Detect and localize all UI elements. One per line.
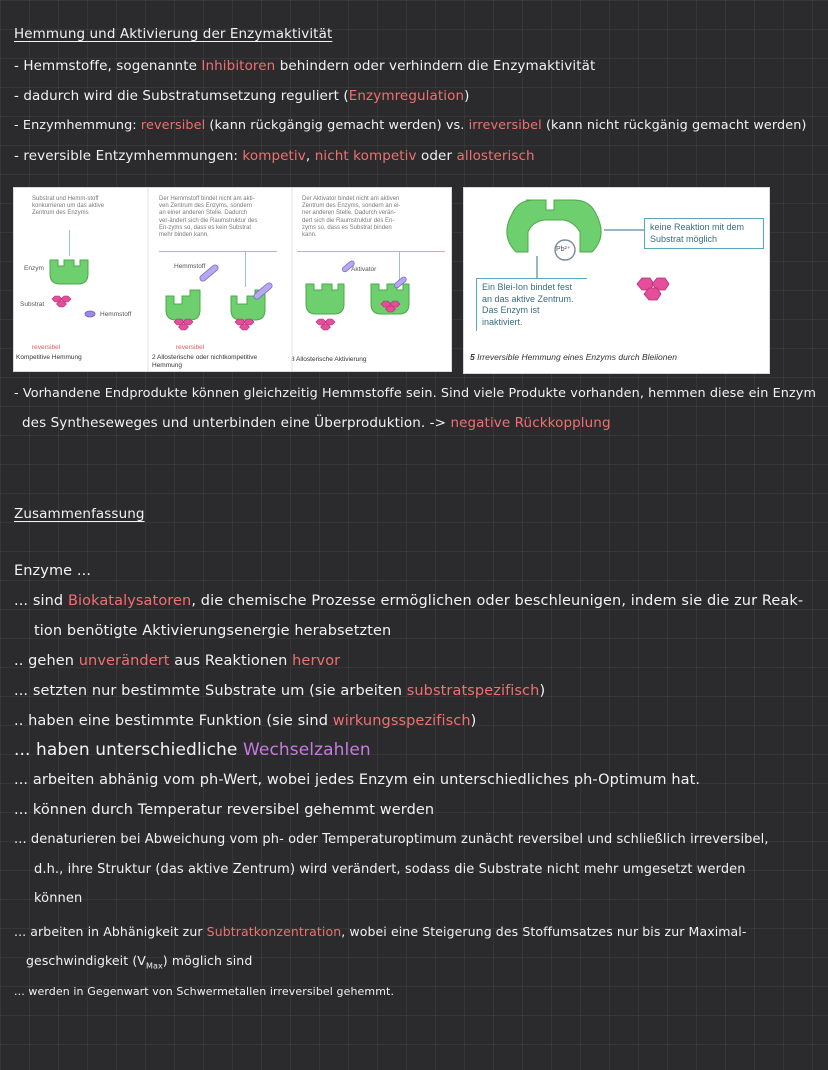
- text: - dadurch wird die Substratumsetzung reguliert (: [14, 88, 349, 104]
- enzyme-shape: [306, 284, 344, 314]
- item-temperatur: ... können durch Temperatur reversibel gehemmt werden: [14, 802, 435, 818]
- highlight: Biokatalysatoren: [67, 593, 192, 609]
- figure-enzyme-regulation: [13, 187, 452, 372]
- item-ph-wert: ... arbeiten abhänig vom ph-Wert, wobei jedes Enzym ein unterschiedliches ph-Optimum hat.: [14, 772, 701, 788]
- label-hemmstoff: Hemmstoff: [100, 311, 132, 318]
- text: ): [539, 683, 546, 699]
- label-substrat: Substrat: [20, 301, 45, 308]
- highlight: kompetiv: [242, 148, 306, 164]
- text: ... haben unterschiedliche: [14, 740, 243, 760]
- substrate-shape: [52, 296, 71, 307]
- subscript: Max: [145, 961, 163, 971]
- caption-text: Irreversible Hemmung eines Enzyms durch Bleiionen: [477, 352, 677, 362]
- item-wechselzahlen: [14, 740, 371, 760]
- page-title: Hemmung und Aktivierung der Enzymaktivität: [14, 26, 333, 42]
- text: , wobei eine Steigerung des Stoffumsatzes nur bis zur Maximal-: [341, 924, 747, 939]
- item-denaturieren-end: können: [34, 891, 83, 906]
- enzyme-illustrations: [14, 188, 451, 371]
- text: - reversible Entzymhemmungen:: [14, 148, 243, 164]
- lead-ion-box: Ein Blei-Ion bindet fest an das aktive Zentrum. Das Enzym ist inaktiviert.: [476, 278, 587, 331]
- text: ) möglich sind: [162, 953, 253, 968]
- text: des Syntheseweges und unterbinden eine Überproduktion. ->: [22, 415, 451, 431]
- enzyme-shape: [50, 260, 88, 284]
- highlight: Inhibitoren: [201, 58, 276, 74]
- label-hemmstoff: Hemmstoff: [174, 263, 206, 270]
- caption-irreversible: [470, 352, 677, 362]
- text: - Enzymhemmung:: [14, 118, 141, 133]
- enzyme-shape: [166, 290, 200, 320]
- caption-kompetitiv: Kompetitive Hemmung: [16, 354, 82, 361]
- text: ... arbeiten in Abhänigkeit zur: [14, 924, 207, 939]
- summary-title: Zusammenfassung: [14, 506, 145, 522]
- no-reaction-box: keine Reaktion mit dem Substrat möglich: [644, 218, 764, 249]
- text: (kann rückgängig gemacht werden) vs.: [205, 118, 469, 133]
- item-maximalgeschwindigkeit: [26, 953, 252, 971]
- label-aktivator: Aktivator: [351, 266, 377, 273]
- text: - Hemmstoffe, sogenannte: [14, 58, 202, 74]
- caption-aktivierung: 3 Allosterische Aktivierung: [291, 356, 367, 363]
- text: ): [470, 713, 477, 729]
- highlight: Subtratkonzentration: [206, 924, 342, 939]
- enzyme-intro: Enzyme ...: [14, 563, 92, 579]
- endprodukte-line2: [22, 415, 611, 431]
- bullet-regulation: [14, 88, 470, 104]
- substrate-shape: [235, 319, 254, 330]
- highlight: unverändert: [78, 653, 170, 669]
- panel1-description: Substrat und Hemm-stoff konkurrieren um das aktive Zentrum des Enzyms: [32, 196, 105, 217]
- highlight: allosterisch: [456, 148, 535, 164]
- caption-allosterisch: 2 Allosterische oder nichtkompetitive Hemmung: [152, 354, 258, 369]
- text: geschwindigkeit (V: [26, 953, 146, 968]
- text: , die chemische Prozesse ermöglichen oder beschleunigen, indem sie die zur Reak-: [191, 593, 804, 609]
- highlight: Wechselzahlen: [242, 740, 371, 760]
- lead-ion-label: Pb²⁺: [556, 246, 571, 253]
- highlight: hervor: [292, 653, 341, 669]
- highlight: reversibel: [140, 118, 206, 133]
- bullet-enzymhemmung: [14, 118, 807, 133]
- label-enzym: Enzym: [24, 265, 44, 272]
- inhibitor-shape: [199, 264, 220, 283]
- figure-irreversible-inhibition: [463, 187, 770, 374]
- item-unveraendert: [14, 653, 340, 669]
- substrate-shape: [316, 319, 335, 330]
- text: ): [464, 88, 470, 104]
- substrate-shape: [174, 319, 193, 330]
- item-denaturieren: ... denaturieren bei Abweichung vom ph- oder Temperaturoptimum zunächt reversibel und schließlich irreversibel,: [14, 832, 769, 847]
- caption-number: 5: [470, 352, 475, 362]
- item-biokatalysatoren: [14, 593, 803, 609]
- item-wirkungsspezifisch: [14, 713, 476, 729]
- bullet-inhibitoren: [14, 58, 595, 74]
- text: oder: [416, 148, 457, 164]
- panel2-description: Der Hemmstoff bindet nicht am akti-ven Zentrum des Enzyms, sondern an einer anderen Stelle. Dadurch ver-ändert sich die Raumstruktur des En-zyms so, dass es kein Substrat mehr binden kann.: [159, 196, 258, 239]
- enzyme-shape: [507, 200, 601, 252]
- item-substratspezifisch: [14, 683, 545, 699]
- item-biokatalysatoren-cont: tion benötigte Aktivierungsenergie herabsetzten: [34, 623, 392, 639]
- highlight: wirkungsspezifisch: [332, 713, 471, 729]
- text: aus Reaktionen: [169, 653, 293, 669]
- bullet-reversible: [14, 148, 535, 164]
- item-denaturieren-cont: d.h., ihre Struktur (das aktive Zentrum) wird verändert, sodass die Substrate nicht mehr umgesetzt werden: [34, 862, 746, 877]
- text: ... sind: [14, 593, 68, 609]
- text: ... setzten nur bestimmte Substrate um (sie arbeiten: [14, 683, 407, 699]
- item-subtratkonzentration: [14, 924, 747, 939]
- panel3-description: Der Aktivator bindet nicht am aktiven Zentrum des Enzyms, sondern an ei-ner anderen Stelle. Dadurch verän-dert sich die Raumstruktur des En-zyms so, dass es Substrat binden kann.: [302, 196, 401, 239]
- item-schwermetalle: ... werden in Gegenwart von Schwermetallen irreversibel gehemmt.: [14, 985, 395, 998]
- text: .. haben eine bestimmte Funktion (sie sind: [14, 713, 333, 729]
- text: behindern oder verhindern die Enzymaktivität: [275, 58, 596, 74]
- note-reversibel: reversibel: [176, 344, 205, 351]
- endprodukte-line1: - Vorhandene Endprodukte können gleichzeitig Hemmstoffe sein. Sind viele Produkte vorhanden, hemmen diese ein Enzym: [14, 386, 817, 401]
- inhibitor-shape: [85, 311, 95, 317]
- highlight: substratspezifisch: [406, 683, 540, 699]
- highlight: nicht kompetiv: [314, 148, 417, 164]
- note-reversibel: reversibel: [32, 344, 61, 351]
- highlight: Enzymregulation: [348, 88, 465, 104]
- highlight: negative Rückkopplung: [450, 415, 611, 431]
- activator-shape: [341, 260, 355, 273]
- text: ,: [305, 148, 315, 164]
- text: (kann nicht rückgänig gemacht werden): [541, 118, 807, 133]
- text: .. gehen: [14, 653, 79, 669]
- highlight: irreversibel: [468, 118, 542, 133]
